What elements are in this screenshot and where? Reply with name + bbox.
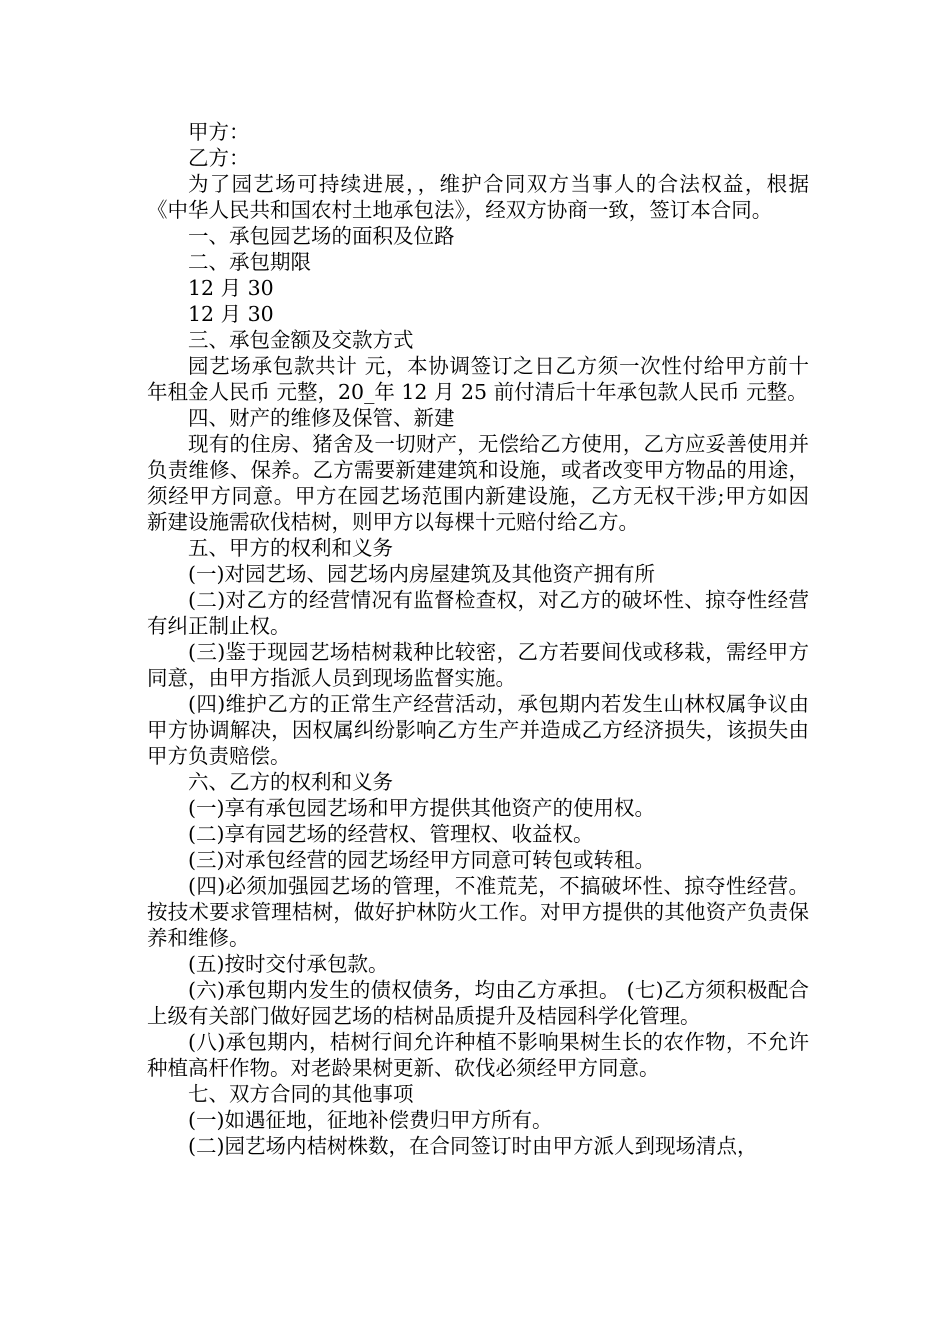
other-clause: (一)如遇征地，征地补偿费归甲方所有。 [188,1108,553,1132]
section-heading-5: 五、甲方的权利和义务 [188,536,393,560]
party-b-clause: (五)按时交付承包款。 [188,952,389,976]
party-b-clause: (八)承包期内，桔树行间允许种植不影响果树生长的农作物，不允许种植高杆作物。对老龄果树更新、砍伐必须经甲方同意。 [147,1030,809,1080]
section-heading-1: 一、承包园艺场的面积及位路 [188,224,455,248]
party-b-clause: (六)承包期内发生的债权债务，均由乙方承担。 (七)乙方须积极配合上级有关部门做好园艺场的桔树品质提升及桔园科学化管理。 [147,978,809,1028]
party-b-clause: (三)对承包经营的园艺场经甲方同意可转包或转租。 [188,848,655,872]
other-clause: (二)园艺场内桔树株数，在合同签订时由甲方派人到现场清点， [188,1134,758,1158]
party-a-clause: (一)对园艺场、园艺场内房屋建筑及其他资产拥有所 [188,562,655,586]
party-b-clause: (二)享有园艺场的经营权、管理权、收益权。 [188,822,594,846]
payment-paragraph: 园艺场承包款共计 元，本协调签订之日乙方须一次性付给甲方前十年租金人民币 元整，20_年 12 月 25 前付清后十年承包款人民币 元整。 [147,354,809,404]
party-a-clause: (三)鉴于现园艺场桔树栽种比较密，乙方若要间伐或移栽，需经甲方同意，由甲方指派人员到现场监督实施。 [147,640,809,690]
term-end-line: 12 月 30 [188,302,274,326]
section-heading-6: 六、乙方的权利和义务 [188,770,393,794]
section-heading-7: 七、双方合同的其他事项 [188,1082,414,1106]
party-b-clause: (四)必须加强园艺场的管理，不准荒芜，不搞破坏性、掠夺性经营。按技术要求管理桔树，做好护林防火工作。对甲方提供的其他资产负责保养和维修。 [147,874,809,950]
contract-body [147,119,809,1159]
term-start-line: 12 月 30 [188,276,274,300]
party-b-line: 乙方： [188,146,250,170]
section-heading-3: 三、承包金额及交款方式 [188,328,414,352]
party-a-line: 甲方： [188,120,250,144]
property-paragraph: 现有的住房、猪舍及一切财产，无偿给乙方使用，乙方应妥善使用并负责维修、保养。乙方需要新建建筑和设施，或者改变甲方物品的用途，须经甲方同意。甲方在园艺场范围内新建设施，乙方无权干涉;甲方如因新建设施需砍伐桔树，则甲方以每棵十元赔付给乙方。 [147,432,809,534]
party-a-clause: (四)维护乙方的正常生产经营活动，承包期内若发生山林权属争议由甲方协调解决，因权属纠纷影响乙方生产并造成乙方经济损失，该损失由甲方负责赔偿。 [147,692,809,768]
party-b-clause: (一)享有承包园艺场和甲方提供其他资产的使用权。 [188,796,655,820]
party-a-clause: (二)对乙方的经营情况有监督检查权，对乙方的破坏性、掠夺性经营有纠正制止权。 [147,588,809,638]
section-heading-2: 二、承包期限 [188,250,311,274]
preamble-paragraph: 为了园艺场可持续进展，，维护合同双方当事人的合法权益，根据《中华人民共和国农村土地承包法》，经双方协商一致，签订本合同。 [147,172,809,222]
section-heading-4: 四、财产的维修及保管、新建 [188,406,455,430]
